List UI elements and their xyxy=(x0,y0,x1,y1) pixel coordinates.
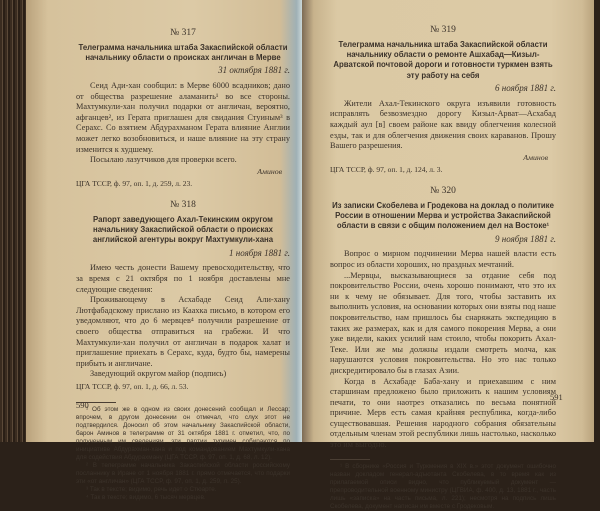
page-number: 591 xyxy=(550,392,563,402)
left-page-text xyxy=(76,28,290,502)
right-page xyxy=(302,0,594,510)
archive-reference: ЦГА ТССР, ф. 97, оп. 1, д. 66, л. 53. xyxy=(76,381,189,391)
footnote-divider xyxy=(330,459,370,460)
document-heading: Телеграмма начальника штаба Закаспийской области начальнику области о происках англичан в Мерве xyxy=(78,42,288,62)
paragraph: Сеид Ади-хан сообщил: в Мерве 6000 всадников; дано от общества разрешение аламанить¹ во все стороны. Махтумкули-хан получил подарки от англичан, вероятно, афганцев², из Герата приглашен для свидания Стуиным³ в Серахс. Со взятием Абдурахманом Герата влияние Англии может легко возобновиться, и наше влияние на эту страну изменится к худшему. xyxy=(76,81,290,154)
footnote: ¹ В сборнике «Россия и Туркмения в XIX в.» этот документ ошибочно назван докладом генерал-адъютанта Скобелева, в то время как из прилагаемой описи видно, что публикуемый документ — препроводительной военному министру (ЦГВИА, ф. 400, д. 13, 1881 г., часть лишь «записка» на часть письма, л. 221); несмотря на подпись лишь Скобелева, документ написан им вместе с Гродековым. xyxy=(330,462,556,510)
paragraph: ...Мервцы, высказывающиеся за отдание себя под покровительство России, очень хорошо понимают, что это их ни к чему не обязывает. Для того, чтобы заставить их выполнить условия, на основании которых они взяты под наше покровительство, нам пришлось бы снаряжать экспедицию в таких же размерах, как и для самого покорения Мерва, а они уже видели, каких усилий нам стоило, чтобы покорить Ахал-Теке. Или же мы должны издали смотреть молча, как нарушаются условия покровительства. Но это нас только дискредитировало бы в глазах Азии. xyxy=(330,270,556,375)
paragraph: Имею честь донести Вашему превосходительству, что за время с 21 октября по 1 ноября доставлены мне следующие сведения: xyxy=(76,263,290,294)
footnote: ¹ Об этом же в одном из своих донесений сообщал и Лессар; впрочем, в другом донесении он отмечал, что слух этот не подтвердился. Доносил об этом начальнику Закаспийской области, барон Аминов в телеграмме от 31 октября 1881 г. отметил, что, по полученным им сведениям, эти партии туркмен собираются по инициативе Абдурахман-хана и под командованием Махтумкули-хана для содействия Абдурахману (ЦГА ТССР, ф. 97, оп. 1, д. 68, л. 12). xyxy=(76,406,290,462)
document-number: № 320 xyxy=(430,185,456,196)
document-number: № 319 xyxy=(430,25,456,35)
document-date: 9 ноября 1881 г. xyxy=(494,233,556,244)
document-heading: Рапорт заведующего Ахал-Текинским округом начальнику Закаспийской области о происках английской агентуры вокруг Махтумкули-хана xyxy=(92,214,274,245)
paragraph: Посылаю лазутчиков для проверки всего. xyxy=(90,155,237,165)
archive-reference: ЦГА ТССР, ф. 97, оп. 1, д. 124, л. 3. xyxy=(330,165,443,175)
footnote: ² В телеграмме начальника Закаспийской области российскому посланнику в Иране от 1 ноября 1881 г. прямо отмечается, что подарки эти «от англичан» (ЦГА ТССР, ф. 97, оп. 1, д. 259, л. 25). xyxy=(76,462,290,486)
document-date: 1 ноября 1881 г. xyxy=(228,247,290,258)
paragraph: Заведующий округом майор (подпись) xyxy=(90,369,227,379)
page-number: 590 xyxy=(76,400,89,410)
archive-reference: ЦГА ТССР, ф. 97, оп. 1, д. 259, л. 23. xyxy=(76,179,193,189)
footnote: ³ Так в тексте; видимо, речь идет о Стюарте. xyxy=(86,486,217,494)
paragraph: Вопрос о мирном подчинении Мерва нашей власти есть вопрос из области хороших, но праздных мечтаний. xyxy=(330,249,556,269)
document-number: № 317 xyxy=(170,28,196,38)
paragraph: Когда в Асхабаде Баба-хану и приехавшим с ним старшинам предложено было приложить к нашим условиям печати, то они наотрез отказались по весьма понятной причине. Мерв есть самая крайняя республика, когда-либо существовавшая. Решения народного собрания обязательны отдельным членам этой республики лишь настолько, насколько это им выгодно. xyxy=(330,376,556,450)
paragraph: Проживающему в Асхабаде Сеид Али-хану Лютфабадскому прислано из Каахка письмо, в котором его уведомляют, что до 6 мервцев⁴ получили разрешение от своего общества отправиться на грабежи. И что Махтумкули-хан получил от англичан в подарок халат и приглашение приехать в Серахс, куда, будто бы, намерены прибыть и англичане. xyxy=(76,295,290,368)
left-page xyxy=(26,0,302,502)
paragraph: Жители Ахал-Текинского округа изъявили готовность исправлять безвозмездно дорогу Кизыл-Арват—Асхабад каждый аул [в] своем районе как ввиду облегчения колесной езды, так и для облегчения движения своих караванов. Прошу Вашего разрешения. xyxy=(330,98,556,151)
document-heading: Телеграмма начальника штаба Закаспийской области начальнику области о ремонте Ашхабад—Кизыл-Арватской почтовой дороги и готовности туркмен взять эту работу на себя xyxy=(333,39,553,80)
signature: Аминов xyxy=(523,152,548,162)
footnote: ⁴ Так в тексте; видимо, 6 тысяч мервцев. xyxy=(86,494,206,502)
right-page-text xyxy=(330,25,556,511)
document-date: 31 октября 1881 г. xyxy=(218,65,290,76)
document-date: 6 ноября 1881 г. xyxy=(494,83,556,94)
signature: Аминов xyxy=(257,166,282,176)
document-heading: Из записки Скобелева и Гродекова на доклад о политике России в отношении Мерва и устройства Закаспийской области в связи с общим положением дел на Востоке¹ xyxy=(332,200,554,231)
document-number: № 318 xyxy=(170,199,196,210)
